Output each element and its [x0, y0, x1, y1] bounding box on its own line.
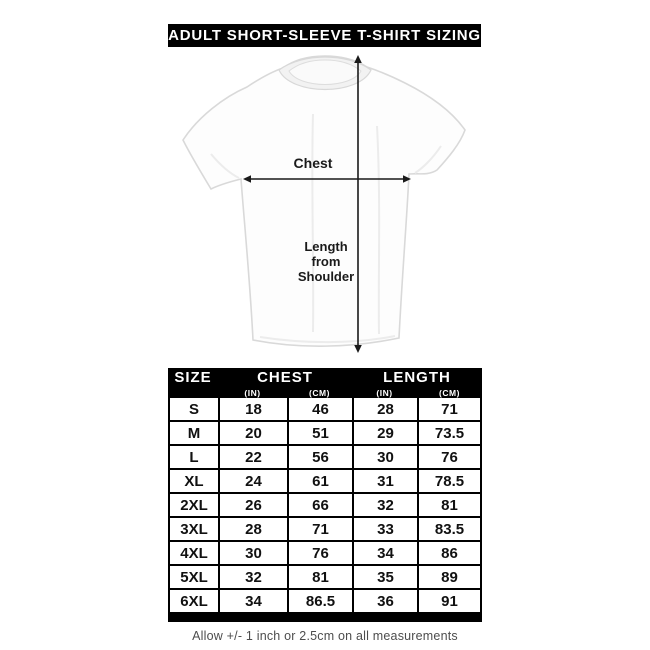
cell-size: 6XL	[180, 592, 208, 610]
table-row-6xl	[170, 590, 480, 614]
cell-size: XL	[184, 472, 204, 490]
table-row-3xl	[170, 518, 480, 542]
cell-length-cm: 81	[417, 494, 480, 516]
table-row-xl	[170, 470, 480, 494]
cell-length-cm: 71	[417, 398, 480, 420]
subheader-chest-in: (IN)	[244, 387, 261, 398]
subheader-length-cm: (CM)	[439, 387, 460, 398]
table-row-5xl	[170, 566, 480, 590]
length-label-line1: Length	[304, 239, 348, 254]
cell-length-in: 31	[352, 470, 417, 492]
cell-length-in: 29	[352, 422, 417, 444]
cell-chest-in: 28	[218, 518, 287, 540]
cell-length-in: 32	[352, 494, 417, 516]
page-title: ADULT SHORT-SLEEVE T-SHIRT SIZING	[168, 27, 481, 44]
cell-length-cm: 83.5	[417, 518, 480, 540]
cell-chest-in: 22	[218, 446, 287, 468]
cell-length-cm: 78.5	[417, 470, 480, 492]
table-header	[168, 368, 482, 398]
tolerance-note: Allow +/- 1 inch or 2.5cm on all measurements	[192, 629, 458, 643]
cell-length-in: 35	[352, 566, 417, 588]
cell-chest-cm: 76	[287, 542, 352, 564]
chest-measure-label: Chest	[293, 155, 333, 171]
table-row-s	[170, 398, 480, 422]
cell-size: 5XL	[180, 568, 208, 586]
cell-length-cm: 73.5	[417, 422, 480, 444]
cell-size: L	[189, 448, 199, 466]
cell-chest-in: 24	[218, 470, 287, 492]
cell-chest-cm: 56	[287, 446, 352, 468]
table-row-l	[170, 446, 480, 470]
cell-length-cm: 91	[417, 590, 480, 612]
cell-size: 3XL	[180, 520, 208, 538]
title-bar	[168, 24, 481, 47]
cell-chest-in: 26	[218, 494, 287, 516]
length-label-line2: from	[311, 254, 341, 269]
cell-length-cm: 76	[417, 446, 480, 468]
table-row-m	[170, 422, 480, 446]
tshirt-illustration-icon	[165, 52, 485, 362]
subheader-length-in: (IN)	[376, 387, 393, 398]
table-row-4xl	[170, 542, 480, 566]
length-label-line3: Shoulder	[297, 269, 355, 284]
subheader-chest-cm: (CM)	[309, 387, 330, 398]
tshirt-diagram	[165, 52, 485, 362]
col-header-chest: CHEST	[257, 369, 313, 386]
cell-chest-in: 34	[218, 590, 287, 612]
cell-chest-cm: 61	[287, 470, 352, 492]
cell-chest-cm: 86.5	[287, 590, 352, 612]
cell-chest-in: 32	[218, 566, 287, 588]
cell-chest-in: 20	[218, 422, 287, 444]
cell-size: S	[188, 400, 199, 418]
cell-length-in: 36	[352, 590, 417, 612]
table-body	[168, 398, 482, 614]
cell-size: 4XL	[180, 544, 208, 562]
cell-length-in: 33	[352, 518, 417, 540]
table-row-2xl	[170, 494, 480, 518]
cell-size: 2XL	[180, 496, 208, 514]
cell-size: M	[187, 424, 201, 442]
length-measure-label	[291, 239, 361, 284]
cell-chest-cm: 71	[287, 518, 352, 540]
cell-chest-cm: 46	[287, 398, 352, 420]
sizing-table	[168, 368, 482, 622]
cell-length-in: 28	[352, 398, 417, 420]
cell-chest-cm: 51	[287, 422, 352, 444]
cell-chest-in: 18	[218, 398, 287, 420]
col-header-size: SIZE	[174, 369, 212, 386]
cell-length-in: 34	[352, 542, 417, 564]
col-header-length: LENGTH	[383, 369, 451, 386]
cell-chest-cm: 66	[287, 494, 352, 516]
cell-chest-in: 30	[218, 542, 287, 564]
cell-length-cm: 89	[417, 566, 480, 588]
cell-chest-cm: 81	[287, 566, 352, 588]
table-bottom-bar	[168, 614, 482, 622]
cell-length-cm: 86	[417, 542, 480, 564]
cell-length-in: 30	[352, 446, 417, 468]
